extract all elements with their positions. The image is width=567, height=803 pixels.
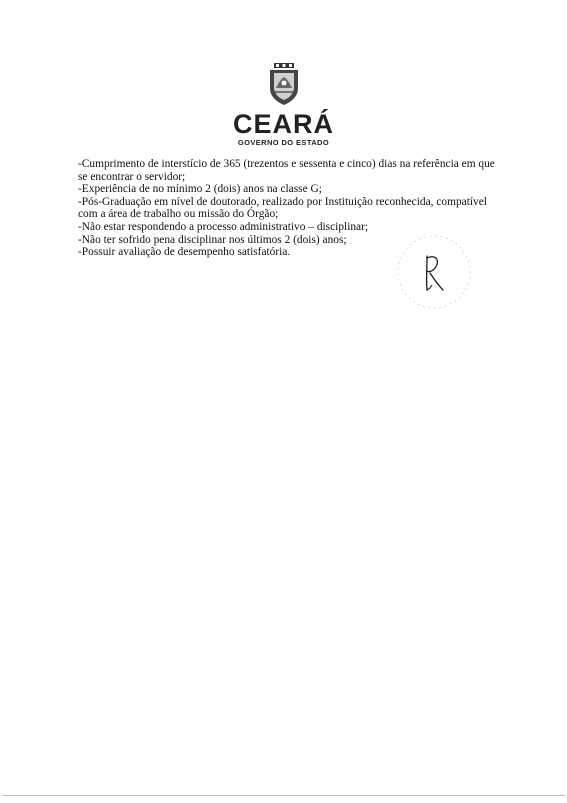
- requirement-item: -Possuir avaliação de desempenho satisfatória.: [78, 246, 291, 259]
- brand-subtitle: GOVERNO DO ESTADO: [237, 138, 330, 147]
- requirement-item: -Não ter sofrido pena disciplinar nos últimos 2 (dois) anos;: [78, 233, 347, 246]
- bottom-divider: [2, 795, 565, 796]
- requirement-item: -Cumprimento de interstício de 365 (trezentos e sessenta e cinco) dias na referência em que se encontrar o servidor;: [78, 158, 495, 183]
- letterhead: [0, 62, 567, 147]
- requirement-item: -Pós-Graduação em nível de doutorado, realizado por Instituição reconhecida, compatível com a área de trabalho ou missão do Órgão;: [78, 195, 487, 221]
- brand-name: CEARÁ: [232, 109, 334, 139]
- requirement-item: -Não estar respondendo a processo administrativo – disciplinar;: [78, 220, 369, 233]
- signature-stamp: [393, 232, 475, 312]
- requirement-item: -Experiência de no mínimo 2 (dois) anos na classe G;: [78, 183, 322, 196]
- coat-of-arms-icon: [266, 62, 302, 106]
